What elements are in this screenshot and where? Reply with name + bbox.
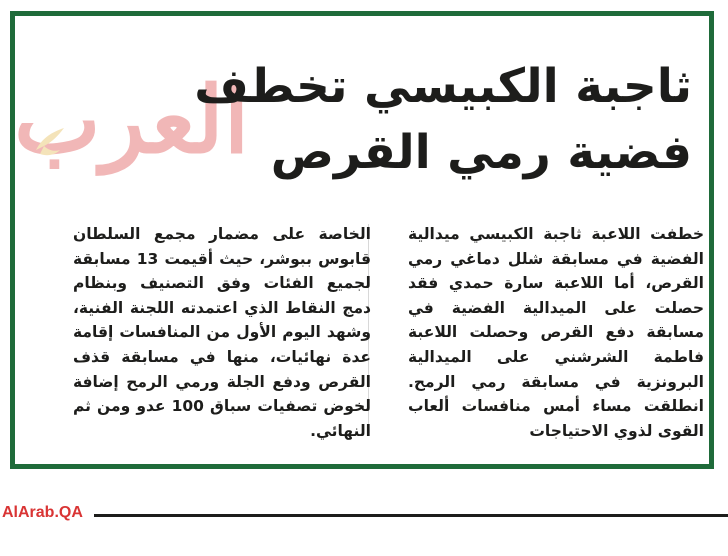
logo-text: العرب <box>14 66 250 174</box>
headline: ثاجبة الكبيسي تخطف فضية رمي القرص <box>194 59 692 180</box>
article-column-left: الخاصة على مضمار مجمع السلطان قابوس ببوشر، حيث أقيمت 13 مسابقة لجميع الفئات وفق التصنيف وبنظام دمج النقاط الذي اعتمدته اللجنة الفنية، وشهد اليوم الأول من المنافسات إقامة عدة نهائيات، منها في مسابقة قذف القرص ودفع الجلة ورمي الرمح إضافة لخوض تصفيات سباق 100 عدو ومن ثم النهائي. <box>73 225 371 440</box>
article-column-right: خطفت اللاعبة ثاجبة الكبيسي ميدالية الفضية في مسابقة شلل دماغي رمي القرص، أما اللاعبة سارة حمدي فقد حصلت على الميدالية الفضية في مسابقة دفع القرص وحصلت اللاعبة فاطمة الشرشني على الميدالية البرونزية في مسابقة رمي الرمح. انطلقت مساء أمس منافسات ألعاب القوى لذوي الاحتياجات <box>408 225 704 440</box>
bird-icon <box>30 120 70 160</box>
footer-brand: AlArab.QA <box>2 504 83 521</box>
footer-rule <box>94 514 728 517</box>
